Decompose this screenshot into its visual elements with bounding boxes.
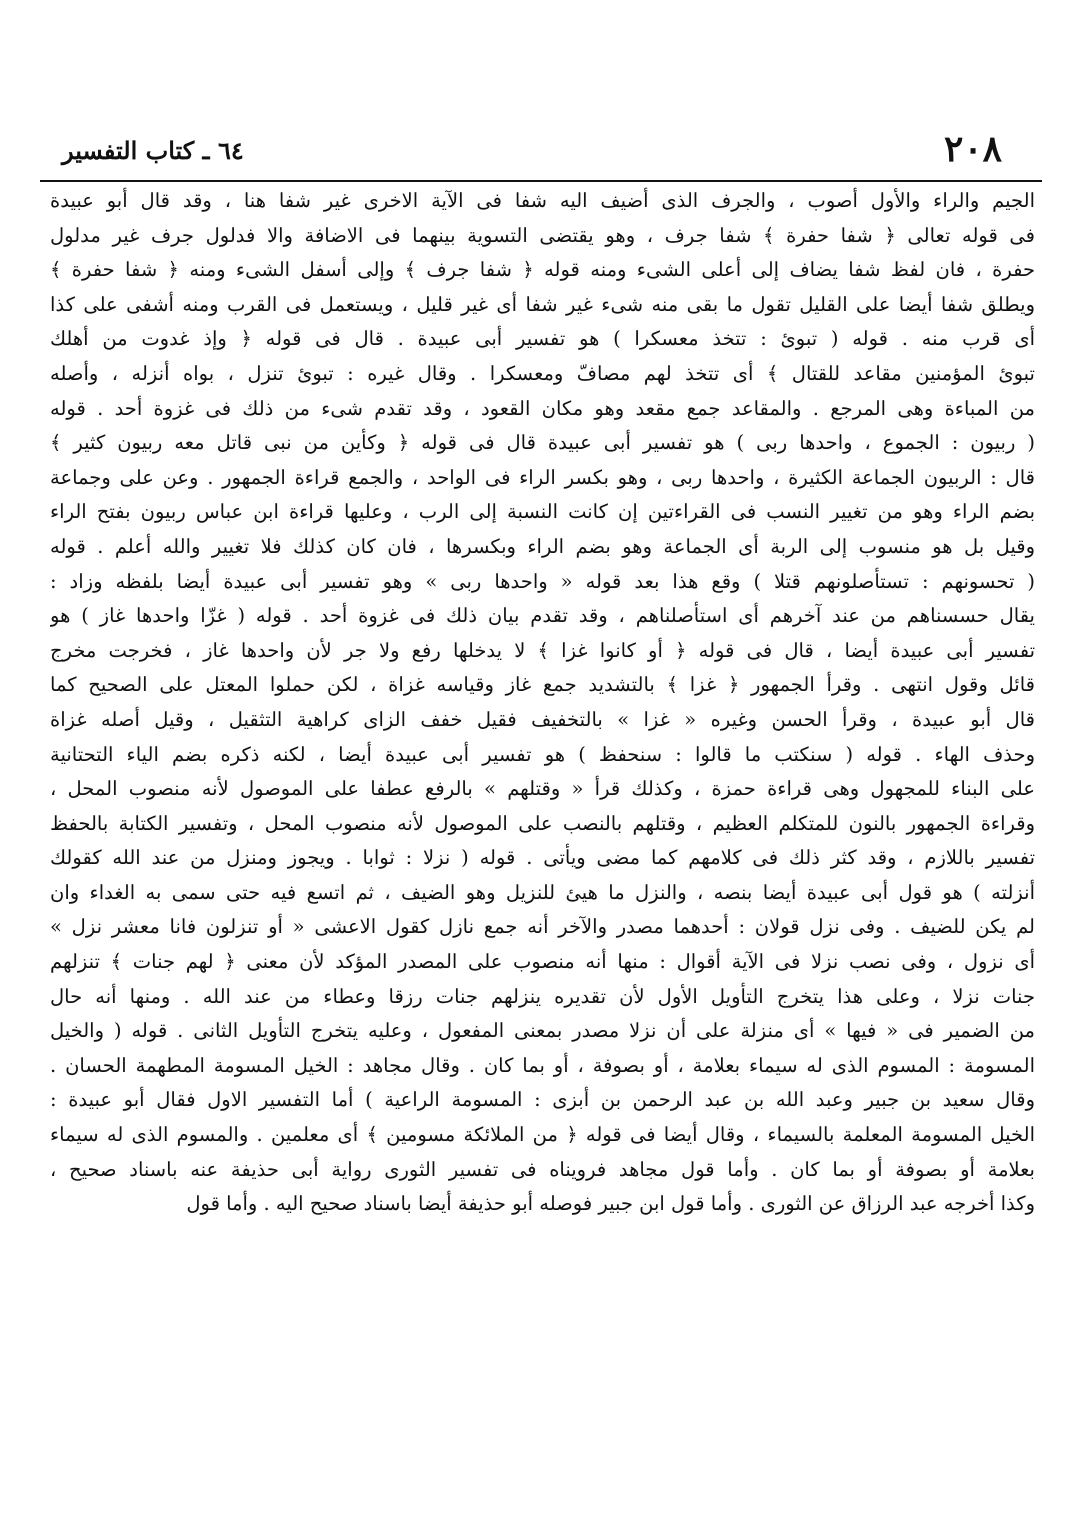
header-rule (40, 180, 1042, 182)
page-header (40, 128, 1042, 182)
text-line: أى نزول ، وفى نصب نزلا فى الآية أقوال : منها أنه منصوب على المصدر المؤكد لأن معنى ﴿ لهم جنات ﴾ تنزلهم (50, 950, 1035, 974)
text-line: تفسير أبى عبيدة أيضا ، قال فى قوله ﴿ أو كانوا غزا ﴾ لا يدخلها رفع ولا جر لأن واحدها غاز ، فخرجت مخرج (50, 638, 1035, 662)
text-line: وقال سعيد بن جبير وعبد الله بن عبد الرحمن بن أبزى : المسومة الراعية ) أما التفسير الاول فقال أبو عبيدة : (50, 1088, 1035, 1112)
text-line: فى قوله تعالى ﴿ شفا حفرة ﴾ شفا جرف ، وهو يقتضى التسوية بينهما فى الاضافة والا فدلول جرف غير مدلول (50, 223, 1035, 247)
text-line: حفرة ، فان لفظ شفا يضاف إلى أعلى الشىء ومنه قوله ﴿ شفا جرف ﴾ وإلى أسفل الشىء ومنه ﴿ شفا حفرة ﴾ (50, 258, 1035, 282)
text-line: وقيل بل هو منسوب إلى الربة أى الجماعة وهو بضم الراء وبكسرها ، فان كان كذلك فلا تغيير والله أعلم . قوله (50, 534, 1035, 558)
text-line: قائل وقول انتهى . وقرأ الجمهور ﴿ غزا ﴾ بالتشديد جمع غاز وقياسه غزاة ، لكن حملوا المعتل على الصحيح كما (50, 673, 1035, 697)
text-line: أنزلته ) هو قول أبى عبيدة أيضا بنصه ، والنزل ما هيئ للنزيل وهو الضيف ، ثم اتسع فيه حتى سمى به الغداء وان (50, 880, 1035, 904)
running-title: ٦٤ ـ كتاب التفسير (62, 136, 244, 165)
text-line: الجيم والراء والأول أصوب ، والجرف الذى أضيف اليه شفا فى الآية الاخرى غير شفا هنا ، وقد قال أبو عبيدة (50, 189, 1035, 212)
text-line: من المباءة وهى المرجع . والمقاعد جمع مقعد وهو مكان القعود ، وقد تقدم شىء من ذلك فى غزوة أحد . قوله (50, 396, 1035, 420)
text-line: ( ربيون : الجموع ، واحدها ربى ) هو تفسير أبى عبيدة قال فى قوله ﴿ وكأين من نبى قاتل معه ربيون كثير ﴾ (50, 431, 1035, 455)
page-number: ٢٠٨ (943, 128, 1002, 170)
text-line: وقراءة الجمهور بالنون للمتكلم العظيم ، وقتلهم بالنصب على الموصول لأنه منصوب المحل ، وتفسير الكتابة بالحفظ (50, 811, 1035, 835)
text-line: قال أبو عبيدة ، وقرأ الحسن وغيره « غزا » بالتخفيف فقيل خفف الزاى كراهية التثقيل ، وقيل أصله غزاة (50, 707, 1035, 731)
text-line: وكذا أخرجه عبد الرزاق عن الثورى . وأما قول ابن جبير فوصله أبو حذيفة أيضا باسناد صحيح اليه . وأما قول (186, 1192, 1035, 1216)
body-text (50, 184, 1035, 1222)
text-line: لم يكن للضيف . وفى نزل قولان : أحدهما مصدر والآخر أنه جمع نازل كقول الاعشى « أو تنزلون فانا معشر نزل » (50, 915, 1035, 939)
text-line: جنات نزلا ، وعلى هذا يتخرج التأويل الأول لأن تقديره ينزلهم جنات رزقا وعطاء من عند الله . ومنها أنه حال (50, 984, 1035, 1008)
text-line: يقال حسسناهم من عند آخرهم أى استأصلناهم ، وقد تقدم بيان ذلك فى غزوة أحد . قوله ( غزّا واحدها غاز ) هو (50, 604, 1035, 628)
text-line: الخيل المسومة المعلمة بالسيماء ، وقال أيضا فى قوله ﴿ من الملائكة مسومين ﴾ أى معلمين . والمسوم الذى له سيماء (50, 1123, 1035, 1147)
text-line: تفسير باللازم ، وقد كثر ذلك فى كلامهم كما مضى ويأتى . قوله ( نزلا : ثوابا . ويجوز ومنزل من عند الله كقولك (50, 846, 1035, 870)
text-line: أى قرب منه . قوله ( تبوئ : تتخذ معسكرا ) هو تفسير أبى عبيدة . قال فى قوله ﴿ وإذ غدوت من أهلك (50, 327, 1035, 351)
text-line: تبوئ المؤمنين مقاعد للقتال ﴾ أى تتخذ لهم مصافّ ومعسكرا . وقال غيره : تبوئ تنزل ، بواه أنزله ، وأصله (50, 361, 1035, 385)
text-line: على البناء للمجهول وهى قراءة حمزة ، وكذلك قرأ « وقتلهم » بالرفع عطفا على الموصول لأنه منصوب المحل ، (50, 777, 1035, 801)
text-line: ويطلق شفا أيضا على القليل تقول ما بقى منه شىء غير شفا أى غير قليل ، ويستعمل فى القرب ومنه أشفى على كذا (50, 292, 1035, 316)
text-line: بضم الراء وهو من تغيير النسب فى القراءتين إن كانت النسبة إلى الرب ، وعليها قراءة ابن عباس ربيون بفتح الراء (50, 500, 1035, 524)
text-line: من الضمير فى « فيها » أى منزلة على أن نزلا مصدر بمعنى المفعول ، وعليه يتخرج التأويل الثانى . قوله ( والخيل (50, 1019, 1035, 1043)
text-line: وحذف الهاء . قوله ( سنكتب ما قالوا : سنحفظ ) هو تفسير أبى عبيدة أيضا ، لكنه ذكره بضم الياء التحتانية (50, 742, 1035, 766)
text-line: ( تحسونهم : تستأصلونهم قتلا ) وقع هذا بعد قوله « واحدها ربى » وهو تفسير أبى عبيدة أيضا بلفظه وزاد : (50, 569, 1035, 593)
text-line: المسومة : المسوم الذى له سيماء بعلامة ، أو بصوفة ، أو بما كان . وقال مجاهد : الخيل المسومة المطهمة الحسان . (50, 1053, 1035, 1077)
text-line: بعلامة أو بصوفة أو بما كان . وأما قول مجاهد فرويناه فى تفسير الثورى رواية أبى حذيفة عنه باسناد صحيح ، (50, 1157, 1035, 1181)
text-line: قال : الربيون الجماعة الكثيرة ، واحدها ربى ، وهو بكسر الراء فى الواحد ، والجمع قراءة الجمهور . وعن على وجماعة (50, 465, 1035, 489)
